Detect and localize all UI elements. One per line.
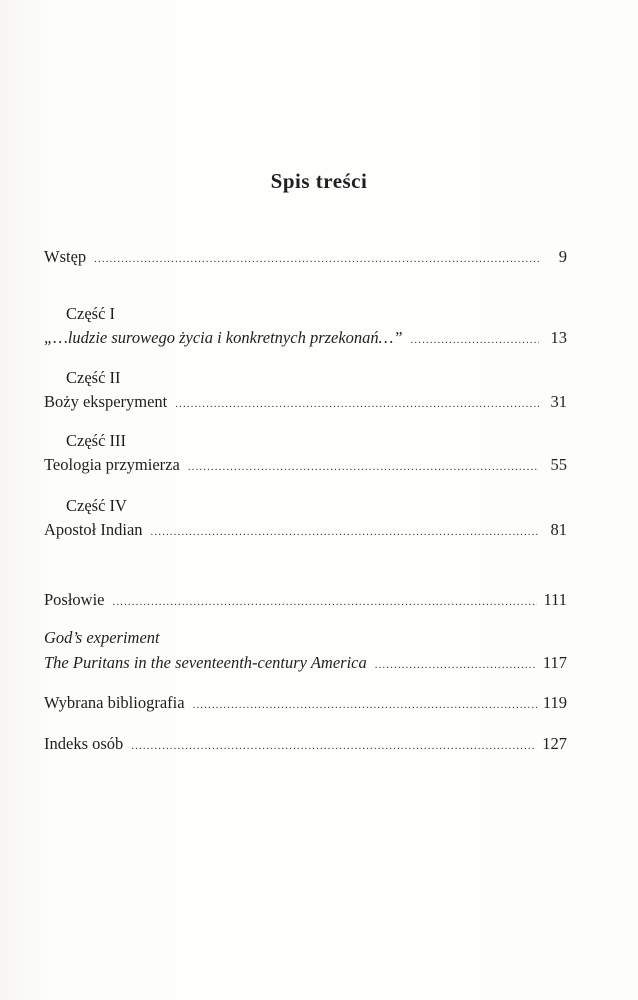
leader-dots — [411, 330, 539, 350]
leader-dots — [94, 249, 539, 269]
toc-entry-label: Wstęp — [44, 247, 87, 266]
leader-dots — [131, 736, 536, 756]
part-1-heading: Część I — [66, 304, 116, 323]
toc-page-number: 111 — [543, 590, 567, 609]
toc-entry-part-3 — [44, 455, 567, 477]
leader-dots — [375, 655, 537, 675]
toc-page-number: 55 — [550, 455, 567, 474]
toc-entry-label: The Puritans in the seventeenth-century America — [44, 653, 367, 672]
leader-dots — [151, 522, 539, 542]
toc-entry-label: Boży eksperyment — [44, 392, 168, 411]
toc-page-number: 117 — [542, 653, 567, 672]
toc-entry-label: Wybrana bibliografia — [44, 693, 185, 712]
toc-entry-label: Posłowie — [44, 590, 105, 609]
toc-page-number: 81 — [550, 520, 567, 539]
toc-entry-part-4 — [44, 520, 567, 542]
leader-dots — [175, 394, 539, 414]
part-4-heading: Część IV — [66, 496, 127, 515]
part-3-heading: Część III — [66, 431, 127, 450]
toc-entry-label: „…ludzie surowego życia i konkretnych przekonań…” — [44, 328, 403, 347]
toc-page-number: 127 — [542, 734, 567, 753]
toc-entry-index — [44, 734, 567, 756]
toc-entry-part-1 — [44, 328, 567, 350]
toc-entry-bibliography — [44, 693, 567, 715]
leader-dots — [193, 695, 537, 715]
toc-entry-label: Teologia przymierza — [44, 455, 180, 474]
toc-page-number: 31 — [550, 392, 567, 411]
page-title: Spis treści — [270, 169, 368, 193]
leader-dots — [113, 592, 538, 612]
toc-entry-part-2 — [44, 392, 567, 414]
part-2-heading: Część II — [66, 368, 121, 387]
toc-page-number: 13 — [550, 328, 567, 347]
toc-page-number: 119 — [542, 693, 567, 712]
toc-entry-label: Apostoł Indian — [44, 520, 143, 539]
toc-entry-intro — [44, 247, 567, 269]
summary-heading: God’s experiment — [44, 628, 160, 647]
toc-entry-label: Indeks osób — [44, 734, 124, 753]
toc-entry-summary — [44, 653, 567, 675]
leader-dots — [188, 457, 539, 477]
toc-page-number: 9 — [558, 247, 567, 266]
toc-entry-afterword — [44, 590, 567, 612]
